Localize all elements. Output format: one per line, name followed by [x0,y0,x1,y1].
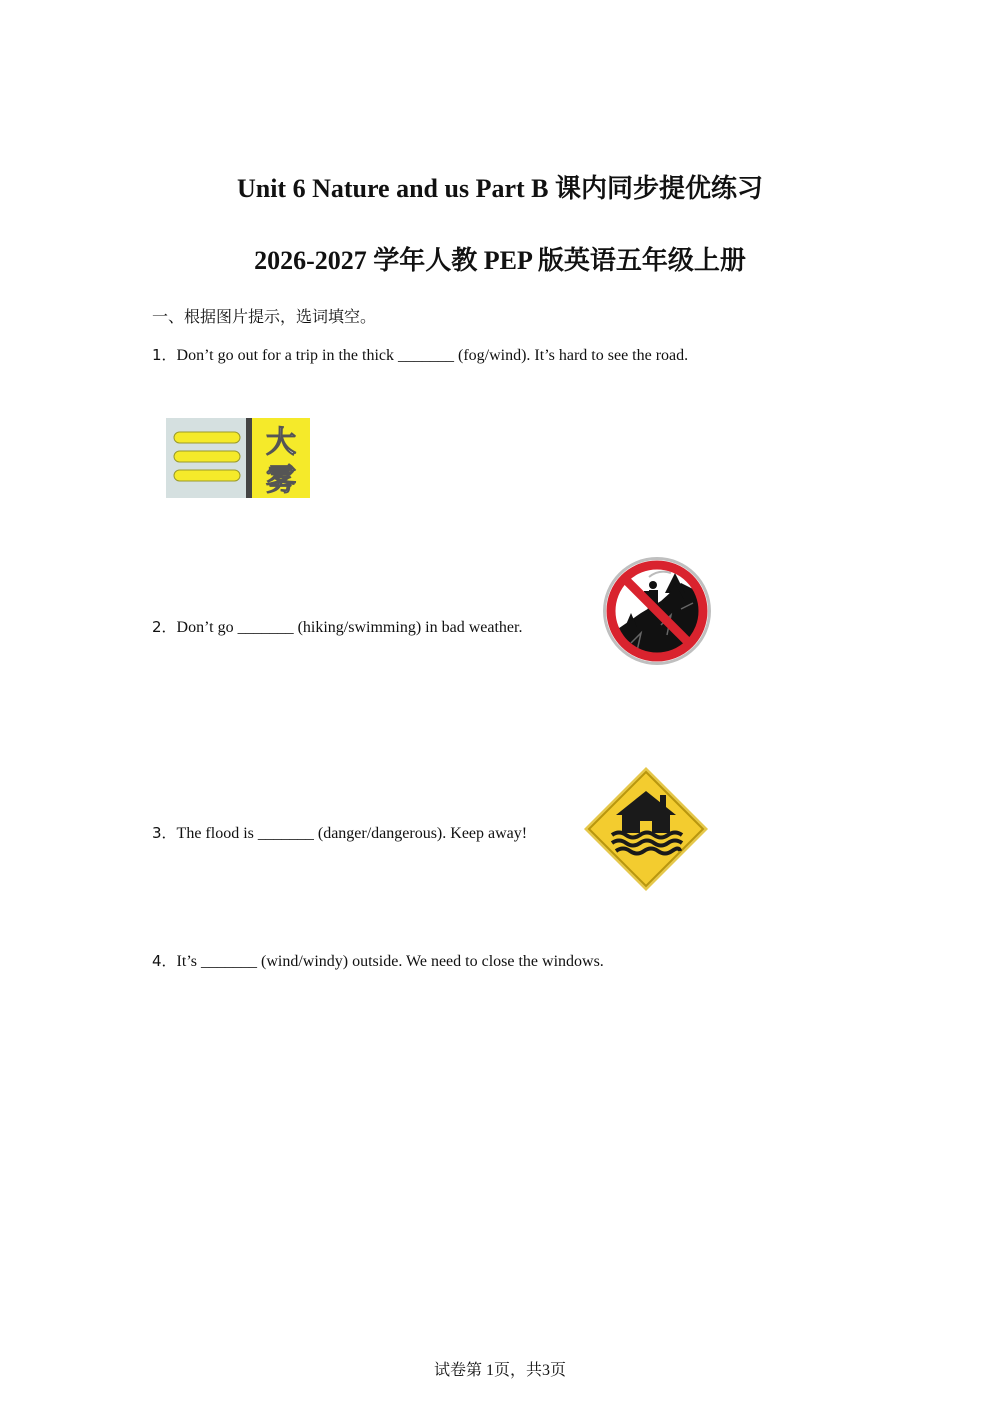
question-2 [152,616,522,637]
page-title: Unit 6 Nature and us Part B 课内同步提优练习 [236,174,764,203]
question-number: 1． [152,346,177,364]
question-text: Don’t go out for a trip in the thick _______ (fog/wind). It’s hard to see the road. [176,347,689,364]
page-subtitle: 2026-2027 学年人教 PEP 版英语五年级上册 [254,246,746,275]
question-text: Don’t go _______ (hiking/swimming) in bad weather. [176,619,523,636]
question-number: 2． [152,618,177,636]
flood-sign-icon [582,765,710,893]
question-text: The flood is _______ (danger/dangerous). Keep away! [176,825,528,842]
fog-sign-char-1: 大 [266,425,296,460]
fog-sign-char-2: 雾 [266,463,296,498]
question-3 [152,822,527,843]
question-text: It’s _______ (wind/windy) outside. We need to close the windows. [176,953,604,970]
question-number: 4． [152,952,177,970]
section-heading: 一、根据图片提示，选词填空。 [152,307,377,326]
page-footer: 试卷第 1页，共3页 [433,1362,566,1379]
question-4 [152,950,604,971]
question-number: 3． [152,824,177,842]
question-1 [152,344,688,365]
fog-sign-icon [166,418,310,498]
no-hiking-sign-icon [601,555,713,667]
